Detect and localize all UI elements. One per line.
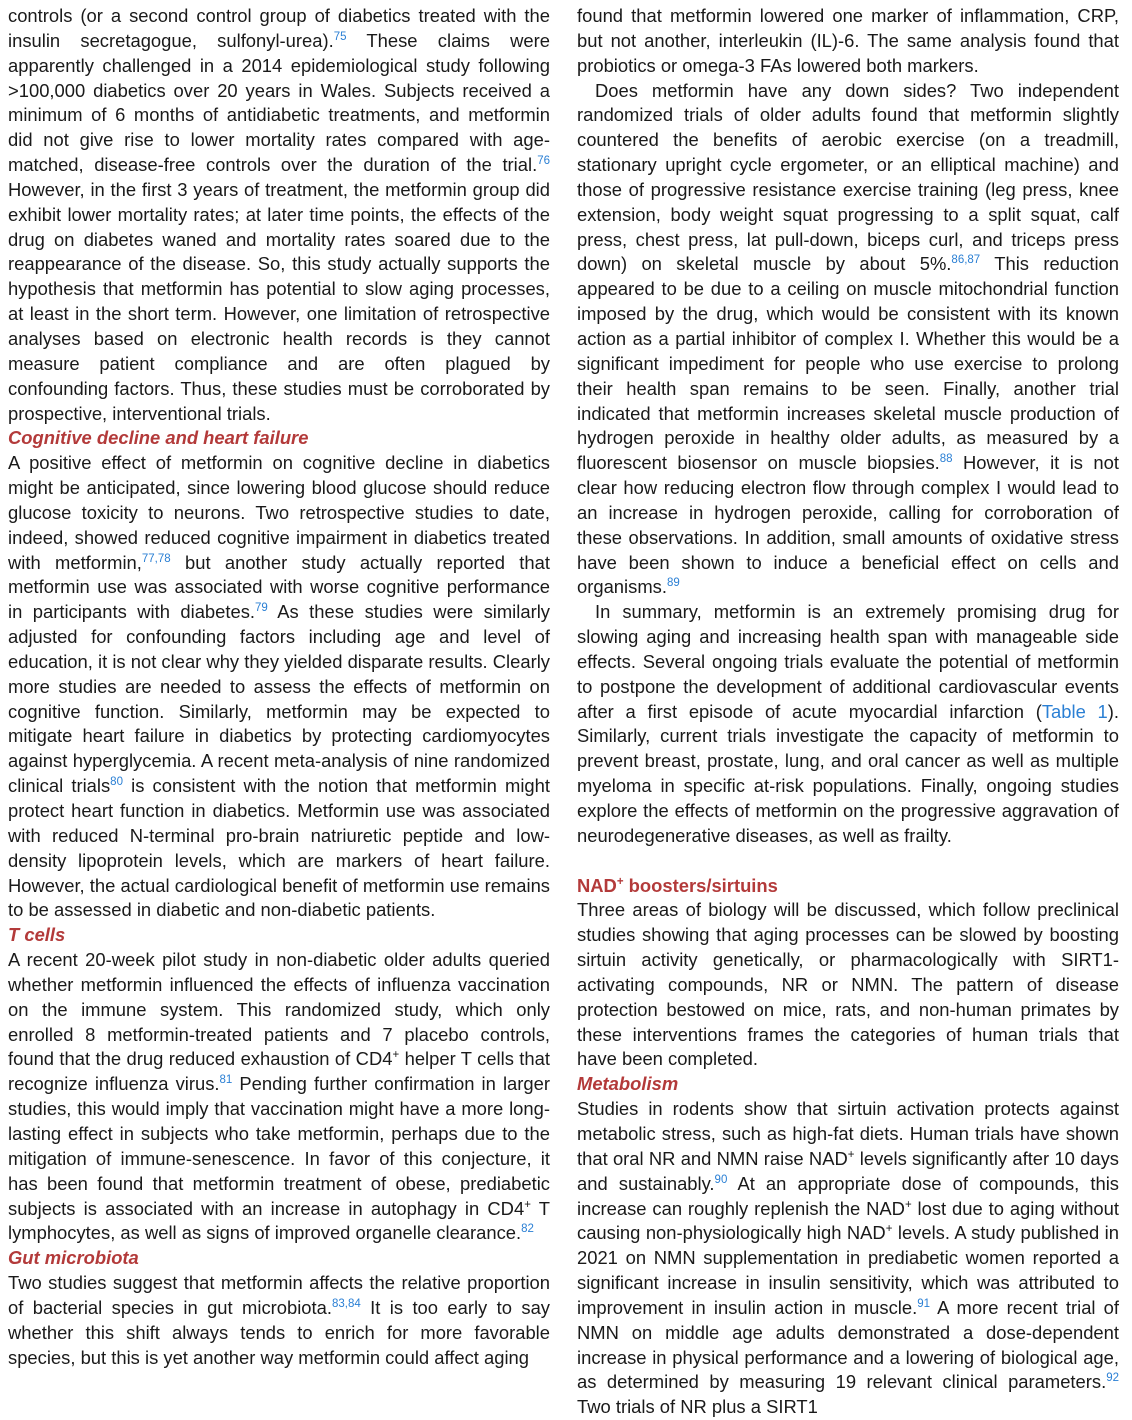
text-run: T lymphocytes, as well as signs of improved organelle clearance. <box>8 1197 550 1244</box>
paragraph <box>577 1097 1119 1420</box>
subsection-heading: Cognitive decline and heart failure <box>8 427 309 449</box>
reference-link[interactable]: 89 <box>666 577 680 590</box>
text-run: Two trials of NR plus a SIRT1 <box>577 1396 818 1418</box>
text-run: A recent 20-week pilot study in non-diabetic older adults queried whether metformin influenced the effects of influenza vaccination on the immune system. This randomized study, which only enrolled 8 metformin-treated patients and 7 placebo controls, found that the drug reduced exhaustion of CD4 <box>8 949 550 1070</box>
text-run: These claims were apparently challenged in a 2014 epidemiological study following >100,000 diabetics over 20 years in Wales. Subjects received a minimum of 6 months of antidiabetic treatments, and metformin did not give rise to lower mortality rates compared with age-matched, disease-free controls over the duration of the trial. <box>8 29 550 176</box>
paragraph <box>577 600 1119 848</box>
superscript-plus: + <box>885 1223 893 1236</box>
text-run: lost due to aging without causing non-physiologically high NAD <box>577 1197 1119 1244</box>
text-run: It is too early to say whether this shift always tends to enrich for more favorable species, but this is yet another way metformin could affect aging <box>8 1296 550 1368</box>
superscript-plus: + <box>616 875 624 888</box>
reference-link[interactable]: 92 <box>1106 1372 1119 1385</box>
reference-link[interactable]: 82 <box>521 1223 534 1236</box>
text-run: Pending further confirmation in larger studies, this would imply that vaccination might have a more long-lasting effect in subjects who take metformin, perhaps due to the mitigation of immune-senescence. In favor of this conjecture, it has been found that metformin treatment of obese, prediabetic subjects is associated with an increase in autophagy in CD4 <box>8 1073 550 1219</box>
paragraph <box>577 898 1119 1072</box>
section-heading <box>577 874 1119 899</box>
text-run: helper T cells that recognize influenza virus. <box>8 1048 550 1095</box>
text-run: A more recent trial of NMN on middle age adults demonstrated a dose-dependent increase in physical performance and a lowering of biological age, as determined by measuring 19 relevant clinical parameters. <box>577 1296 1119 1393</box>
text-run: This reduction appeared to be due to a ceiling on muscle mitochondrial function imposed by the drug, which would be consistent with its known action as a partial inhibitor of complex I. Whether this would be a significant impediment for people who use exercise to prolong their health span remains to be seen. Finally, another trial indicated that metformin increases skeletal muscle production of hydrogen peroxide in healthy older adults, as measured by a fluorescent biosensor on muscle biopsies. <box>577 253 1119 474</box>
reference-link[interactable]: 76 <box>537 155 550 168</box>
reference-link[interactable]: 77,78 <box>141 552 171 565</box>
reference-link[interactable]: 81 <box>219 1074 233 1087</box>
reference-link[interactable]: 80 <box>110 776 123 789</box>
text-run: is consistent with the notion that metformin might protect heart function in diabetics. Metformin use was associated with reduced N-terminal pro-brain natriuretic peptide and low-density lipoprotein levels, which are markers of heart failure. However, the actual cardiological benefit of metformin use remains to be assessed in diabetic and non-diabetic patients. <box>8 775 550 921</box>
right-column <box>577 4 1119 1420</box>
text-run: levels significantly after 10 days and sustainably. <box>577 1147 1119 1194</box>
reference-link[interactable]: 91 <box>917 1297 931 1310</box>
text-run: ). Similarly, current trials investigate the capacity of metformin to prevent breast, prostate, lung, and oral cancer as well as multiple myeloma in specific at-risk populations. Finally, ongoing studies explore the effects of metformin on the progressive aggravation of neurodegenerative diseases, as well as frailty. <box>577 700 1119 846</box>
text-run: In summary, metformin is an extremely promising drug for slowing aging and increasing health span with manageable side effects. Several ongoing trials evaluate the potential of metformin to postpone the development of additional cardiovascular events after a first episode of acute myocardial infarction ( <box>577 601 1119 722</box>
superscript-plus: + <box>524 1198 531 1211</box>
text-run: Three areas of biology will be discussed, which follow preclinical studies showing that aging processes can be slowed by boosting sirtuin activity genetically, or pharmacologically with SIRT1-activating compounds, NR or NMN. The pattern of disease protection bestowed on mice, rats, and non-human primates by these interventions frames the categories of human trials that have been completed. <box>577 899 1119 1070</box>
text-run: levels. A study published in 2021 on NMN supplementation in prediabetic women reported a significant increase in insulin sensitivity, which was attributed to improvement in insulin action in muscle. <box>577 1222 1119 1318</box>
text-run: Studies in rodents show that sirtuin activation protects against metabolic stress, such as high-fat diets. Human trials have shown that oral NR and NMN raise NAD <box>577 1098 1119 1169</box>
left-column <box>8 4 550 1370</box>
table-link[interactable]: Table 1 <box>1041 700 1108 722</box>
superscript-plus: + <box>847 1148 855 1161</box>
text-run: However, it is not clear how reducing electron flow through complex I would lead to an increase in hydrogen peroxide, calling for corroboration of these observations. In addition, small amounts of oxidative stress have been shown to induce a beneficial effect on cells and organisms. <box>577 452 1119 598</box>
reference-link[interactable]: 90 <box>714 1173 728 1186</box>
paragraph <box>577 4 1119 79</box>
subsection-heading: Gut microbiota <box>8 1247 139 1269</box>
paragraph <box>8 948 550 1246</box>
superscript-plus: + <box>904 1198 912 1211</box>
text-run: A positive effect of metformin on cognitive decline in diabetics might be anticipated, since lowering blood glucose should reduce glucose toxicity to neurons. Two retrospective studies to date, indeed, showed reduced cognitive impairment in diabetics treated with metformin, <box>8 452 550 573</box>
text-run: found that metformin lowered one marker of inflammation, CRP, but not another, interleukin (IL)-6. The same analysis found that probiotics or omega-3 FAs lowered both markers. <box>577 5 1119 76</box>
text-run: NAD <box>577 874 617 896</box>
text-run: boosters/sirtuins <box>623 874 778 896</box>
text-run: Does metformin have any down sides? Two independent randomized trials of older adults found that metformin slightly countered the benefits of aerobic exercise (on a treadmill, stationary upright cycle ergometer, or an elliptical machine) and those of progressive resistance exercise training (leg press, knee extension, body weight squat progressing to a split squat, calf press, chest press, lat pull-down, biceps curl, and triceps press down) on skeletal muscle by about 5%. <box>577 79 1119 275</box>
text-run: Two studies suggest that metformin affects the relative proportion of bacterial species in gut microbiota. <box>8 1272 550 1318</box>
reference-link[interactable]: 79 <box>255 602 268 615</box>
reference-link[interactable]: 86,87 <box>951 254 981 267</box>
text-run: controls (or a second control group of diabetics treated with the insulin secretagogue, sulfonyl-urea). <box>8 5 550 51</box>
paragraph <box>8 1271 550 1370</box>
reference-link[interactable]: 88 <box>939 453 953 466</box>
subsection-heading: Metabolism <box>577 1073 679 1095</box>
text-run: At an appropriate dose of compounds, this increase can roughly replenish the NAD <box>577 1172 1119 1219</box>
paragraph <box>8 4 550 426</box>
paragraph <box>577 79 1119 601</box>
subsection-heading: T cells <box>8 924 66 946</box>
text-run: However, in the first 3 years of treatment, the metformin group did exhibit lower mortality rates; at later time points, the effects of the drug on diabetes waned and mortality rates soared due to the reappearance of the disease. So, this study actually supports the hypothesis that metformin has potential to slow aging processes, at least in the short term. However, one limitation of retrospective analyses based on electronic health records is they cannot measure patient compliance and are often plagued by confounding factors. Thus, these studies must be corroborated by prospective, interventional trials. <box>8 178 550 424</box>
text-run: As these studies were similarly adjusted for confounding factors including age and level of education, it is not clear why they yielded disparate results. Clearly more studies are needed to assess the effects of metformin on cognitive function. Similarly, metformin may be expected to mitigate heart failure in diabetics by protecting cardiomyocytes against hyperglycemia. A recent meta-analysis of nine randomized clinical trials <box>8 601 550 797</box>
text-run: but another study actually reported that metformin use was associated with worse cognitive performance in participants with diabetes. <box>8 551 550 623</box>
paragraph <box>8 451 550 923</box>
superscript-plus: + <box>392 1049 400 1062</box>
reference-link[interactable]: 83,84 <box>331 1297 361 1310</box>
reference-link[interactable]: 75 <box>333 30 347 43</box>
